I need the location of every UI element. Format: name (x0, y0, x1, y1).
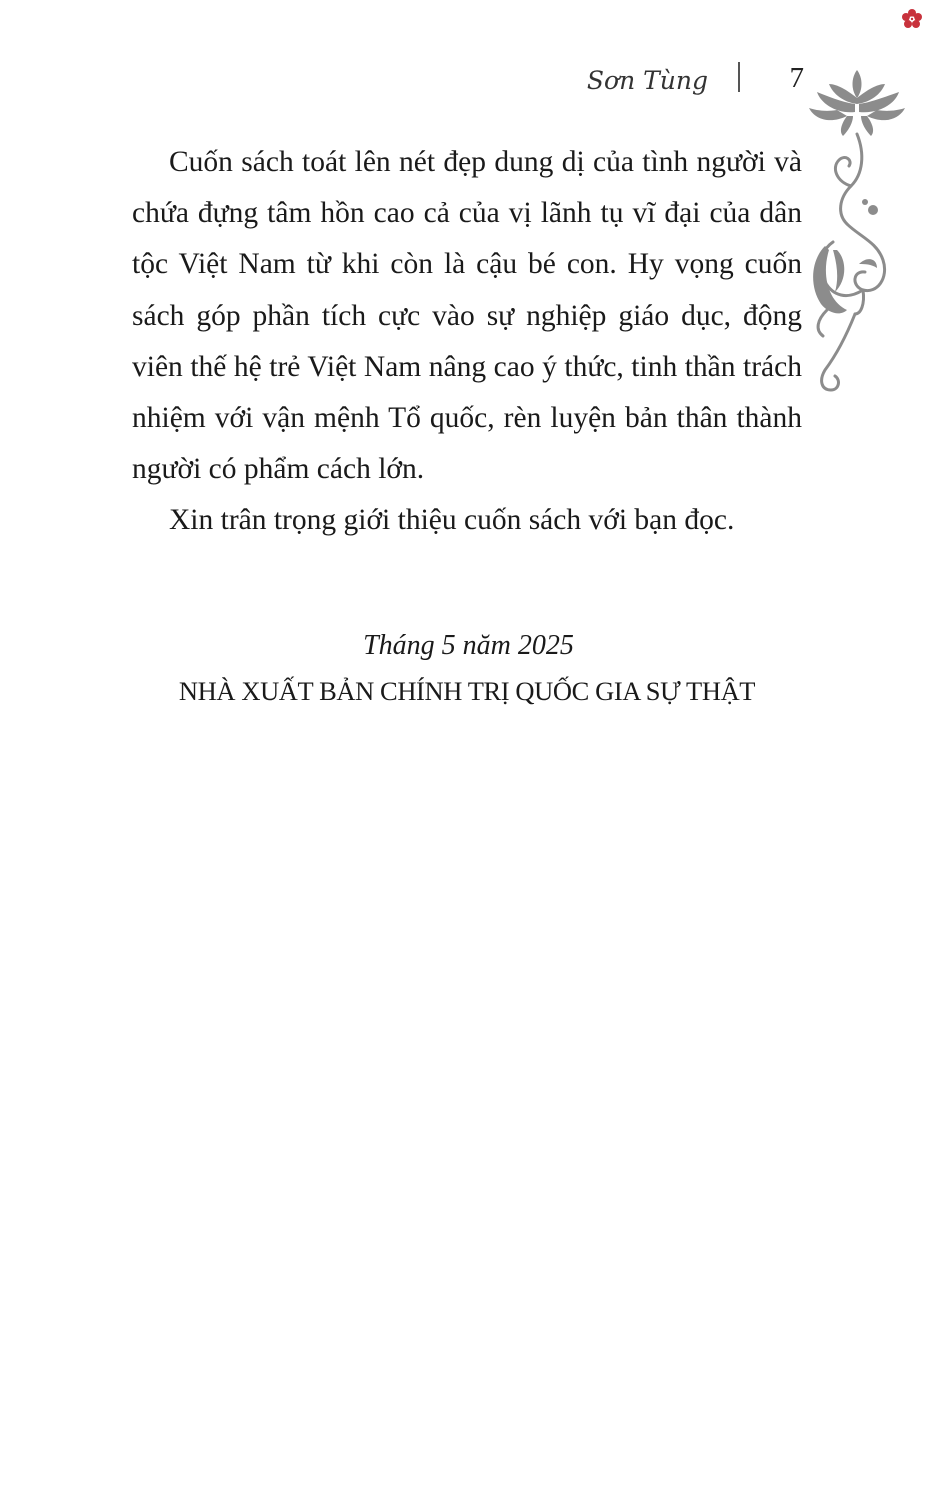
closing-sentence: Xin trân trọng giới thiệu cuốn sách với bạn đọc. (169, 504, 735, 537)
running-head (560, 62, 820, 102)
lotus-ornament-icon (807, 64, 907, 396)
header-divider (738, 62, 740, 92)
body-paragraph: Cuốn sách toát lên nét đẹp dung dị của tình người và chứa đựng tâm hồn cao cả của vị lãnh tụ vĩ đại của dân tộc Việt Nam từ khi còn là cậu bé con. Hy vọng cuốn sách góp phần tích cực vào sự nghiệp giáo dục, động viên thế hệ trẻ Việt Nam nâng cao ý thức, tinh thần trách nhiệm với vận mệnh Tổ quốc, rèn luyện bản thân thành người có phẩm cách lớn. (132, 146, 802, 486)
body-text (132, 137, 802, 547)
author-name: Sơn Tùng (586, 66, 708, 95)
page-number: 7 (789, 62, 804, 94)
publisher-name: NHÀ XUẤT BẢN CHÍNH TRỊ QUỐC GIA SỰ THẬT (178, 676, 756, 706)
signature-date-text: Tháng 5 năm 2025 (363, 630, 574, 661)
signature-date (0, 630, 933, 662)
flower-icon (901, 8, 923, 30)
